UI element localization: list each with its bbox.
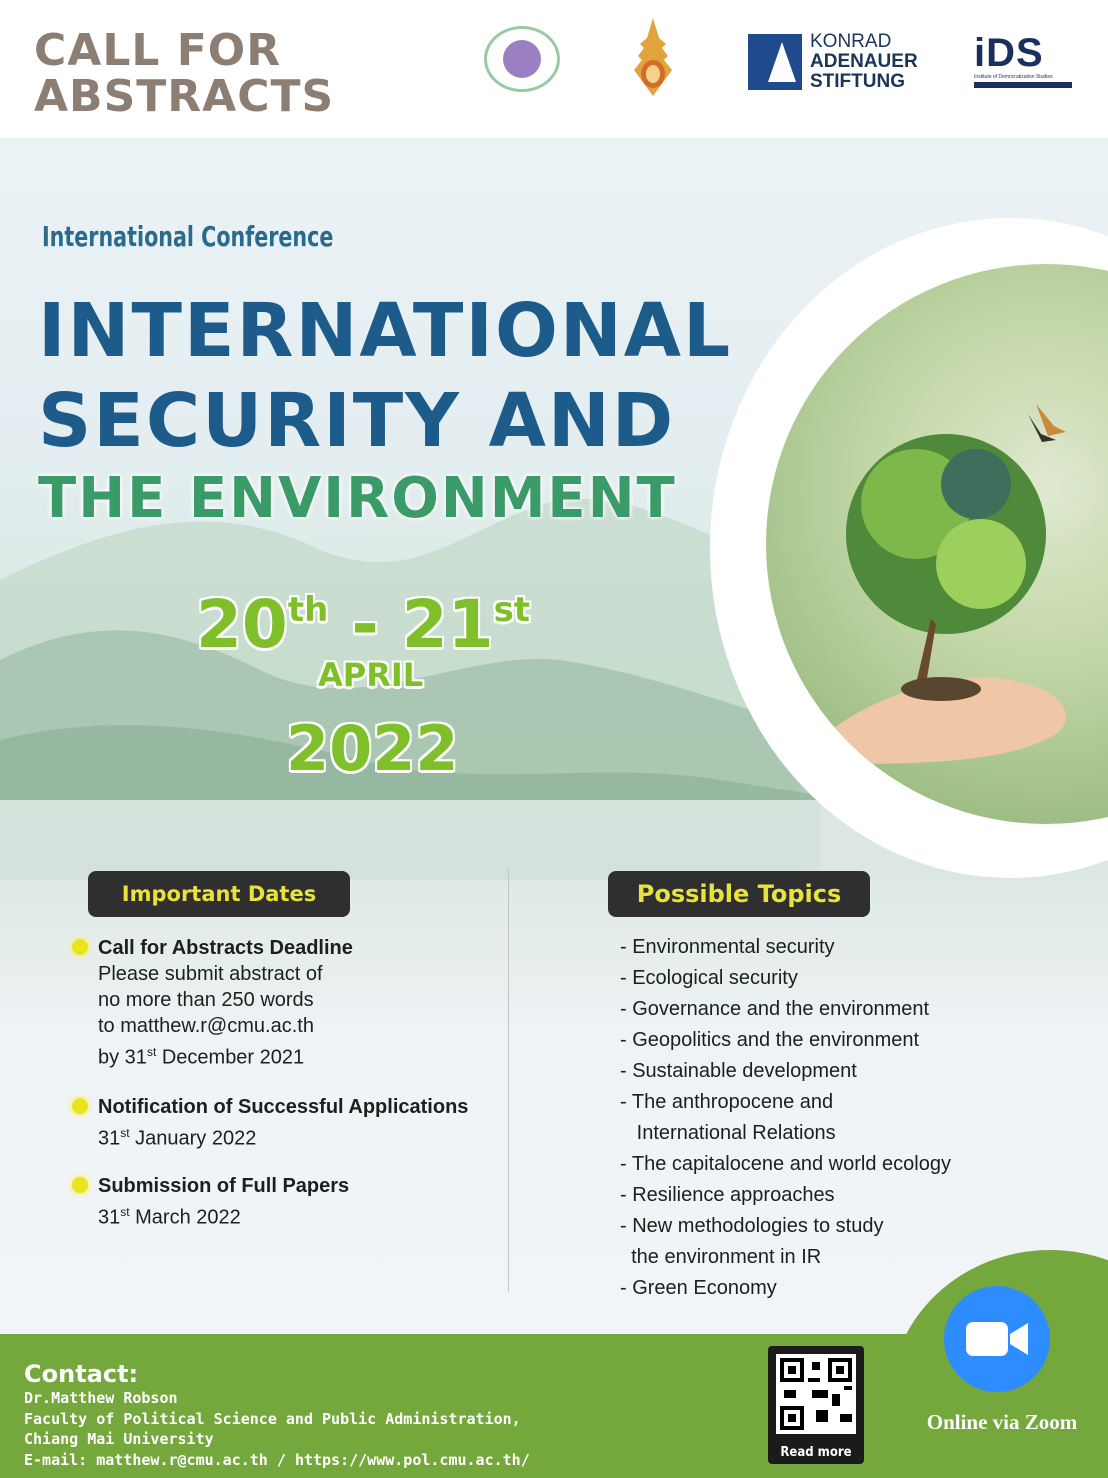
title-the-environment: THE ENVIRONMENT xyxy=(38,466,677,531)
title-international: INTERNATIONAL xyxy=(38,288,733,374)
contact-faculty: Faculty of Political Science and Public Administration, xyxy=(24,1409,521,1428)
ids-name: iDS xyxy=(974,31,1044,75)
possible-topics-heading: Possible Topics xyxy=(608,871,870,917)
date-item-date: 31st January 2022 xyxy=(98,1126,257,1150)
conference-subtitle: International Conference xyxy=(42,220,334,253)
ids-caption: Institute of Democratization Studies xyxy=(974,74,1053,80)
bullet-dot-icon xyxy=(72,1177,88,1193)
ids-bar xyxy=(974,82,1072,88)
date-item-line: no more than 250 words xyxy=(98,989,314,1011)
title-line-2: ABSTRACTS xyxy=(34,71,335,122)
title-line-1: CALL FOR xyxy=(34,25,282,76)
konrad-adenauer-stiftung-logo xyxy=(748,32,948,92)
qr-read-more-label: Read more xyxy=(780,1445,852,1460)
date-item-title: Notification of Successful Applications xyxy=(98,1096,469,1118)
title-security-and: SECURITY AND xyxy=(38,378,676,464)
topic-item: - Governance and the environment xyxy=(620,998,930,1020)
date-item-abstract-deadline xyxy=(72,935,353,1071)
online-via-zoom-label: Online via Zoom xyxy=(926,1410,1078,1434)
date-item-title: Call for Abstracts Deadline xyxy=(98,937,353,959)
tree-globe-illustration xyxy=(766,264,1108,824)
kas-mark-icon xyxy=(748,34,802,90)
contact-website-link[interactable]: https://www.pol.cmu.ac.th/ xyxy=(294,1450,530,1469)
date-item-date: 31st March 2022 xyxy=(98,1205,241,1229)
topic-item: - The capitalocene and world ecology xyxy=(620,1153,951,1175)
topic-item: International Relations xyxy=(620,1122,836,1144)
kas-line-1: KONRAD xyxy=(810,31,892,52)
date-item-title: Submission of Full Papers xyxy=(98,1175,350,1197)
date-separator: - xyxy=(351,586,379,663)
contact-name: Dr.Matthew Robson xyxy=(24,1389,178,1407)
topic-item: the environment in IR xyxy=(620,1246,822,1268)
contact-email[interactable]: E-mail: matthew.r@cmu.ac.th / xyxy=(24,1450,295,1469)
royal-emblem-icon xyxy=(628,18,678,96)
conference-year: 2022 xyxy=(286,712,459,785)
date-start-suffix: th xyxy=(287,590,329,630)
ids-logo xyxy=(974,32,1072,90)
kas-line-2: ADENAUER xyxy=(810,51,918,72)
date-start: 20 xyxy=(196,586,288,663)
topic-item: - Environmental security xyxy=(620,936,835,958)
topic-item: - Green Economy xyxy=(620,1277,777,1299)
topic-item: - Resilience approaches xyxy=(620,1184,835,1206)
date-end: 21 xyxy=(401,586,494,663)
topic-item: - Geopolitics and the environment xyxy=(620,1029,920,1051)
zoom-icon[interactable] xyxy=(944,1286,1050,1392)
qr-code[interactable] xyxy=(768,1346,864,1464)
contact-email-line xyxy=(24,1450,530,1471)
contact-title: Contact: xyxy=(24,1360,139,1388)
contact-block xyxy=(24,1360,530,1470)
cmu-seal-icon xyxy=(484,26,560,92)
section-divider xyxy=(508,868,509,1292)
conference-month: APRIL xyxy=(318,656,424,694)
date-item-line: to matthew.r@cmu.ac.th xyxy=(98,1015,314,1037)
tree-globe-photo xyxy=(766,264,1108,824)
date-item-full-papers xyxy=(72,1173,349,1231)
topic-item: - Sustainable development xyxy=(620,1060,857,1082)
date-item-line: Please submit abstract of xyxy=(98,963,323,985)
important-dates-heading: Important Dates xyxy=(88,871,350,917)
date-item-date: by 31st December 2021 xyxy=(98,1045,305,1069)
call-for-abstracts-title xyxy=(34,25,335,122)
date-end-suffix: st xyxy=(493,590,531,630)
topic-item: - The anthropocene and xyxy=(620,1091,834,1113)
qr-code-icon xyxy=(776,1354,856,1434)
header-bar xyxy=(0,0,1108,138)
topic-item: - Ecological security xyxy=(620,967,798,989)
conference-dates xyxy=(196,586,530,663)
topic-item: - New methodologies to study xyxy=(620,1215,884,1237)
contact-university: Chiang Mai University xyxy=(24,1430,214,1448)
topics-list xyxy=(620,932,951,1304)
kas-line-3: STIFTUNG xyxy=(810,71,905,92)
bullet-dot-icon xyxy=(72,1098,88,1114)
date-item-notification xyxy=(72,1094,468,1152)
bullet-dot-icon xyxy=(72,939,88,955)
